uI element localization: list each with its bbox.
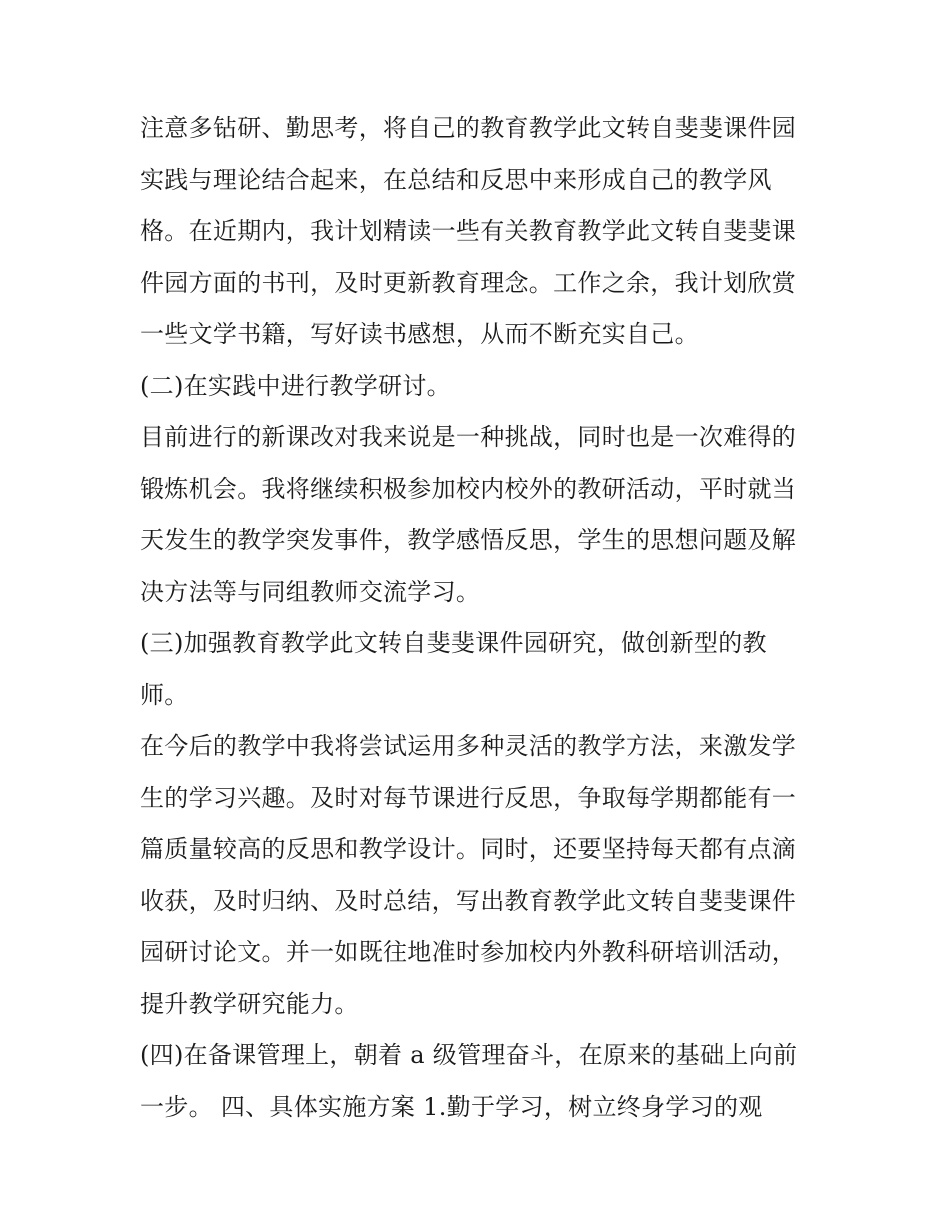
text-line: 一步。 四、具体实施方案 1.勤于学习，树立终身学习的观 [140,1092,763,1121]
section-heading: (三)加强教育教学此文转自斐斐课件园研究，做创新型的教 [140,629,767,657]
text-line: 目前进行的新课改对我来说是一种挑战，同时也是一次难得的 [140,423,797,451]
text-line: 一些文学书籍，写好读书感想，从而不断充实自己。 [140,320,699,348]
text-line: 篇质量较高的反思和教学设计。同时，还要坚持每天都有点滴 [140,835,797,863]
text-line: 锻炼机会。我将继续积极参加校内校外的教研活动，平时就当 [140,474,797,503]
text-line: 收获，及时归纳、及时总结，写出教育教学此文转自斐斐课件 [140,886,797,915]
text-line: 注意多钻研、勤思考，将自己的教育教学此文转自斐斐课件园 [140,114,797,142]
text-line: 件园方面的书刊，及时更新教育理念。工作之余，我计划欣赏 [140,268,797,297]
section-heading: (二)在实践中进行教学研讨。 [140,371,451,400]
text-line: 格。在近期内，我计划精读一些有关教育教学此文转自斐斐课 [140,217,797,245]
text-line: 园研讨论文。并一如既往地准时参加校内外教科研培训活动， [140,938,797,966]
section-heading: 师。 [140,680,189,709]
text-line: 生的学习兴趣。及时对每节课进行反思，争取每学期都能有一 [140,783,797,812]
document-body [140,103,820,1133]
text-line: 实践与理论结合起来，在总结和反思中来形成自己的教学风 [140,165,772,194]
text-line: 决方法等与同组教师交流学习。 [140,577,481,606]
text-line: 提升教学研究能力。 [140,989,359,1018]
text-line: 天发生的教学突发事件，教学感悟反思，学生的思想问题及解 [140,526,797,554]
text-line: 在今后的教学中我将尝试运用多种灵活的教学方法，来激发学 [140,732,797,760]
section-heading: (四)在备课管理上，朝着 a 级管理奋斗，在原来的基础上向前 [140,1041,798,1069]
